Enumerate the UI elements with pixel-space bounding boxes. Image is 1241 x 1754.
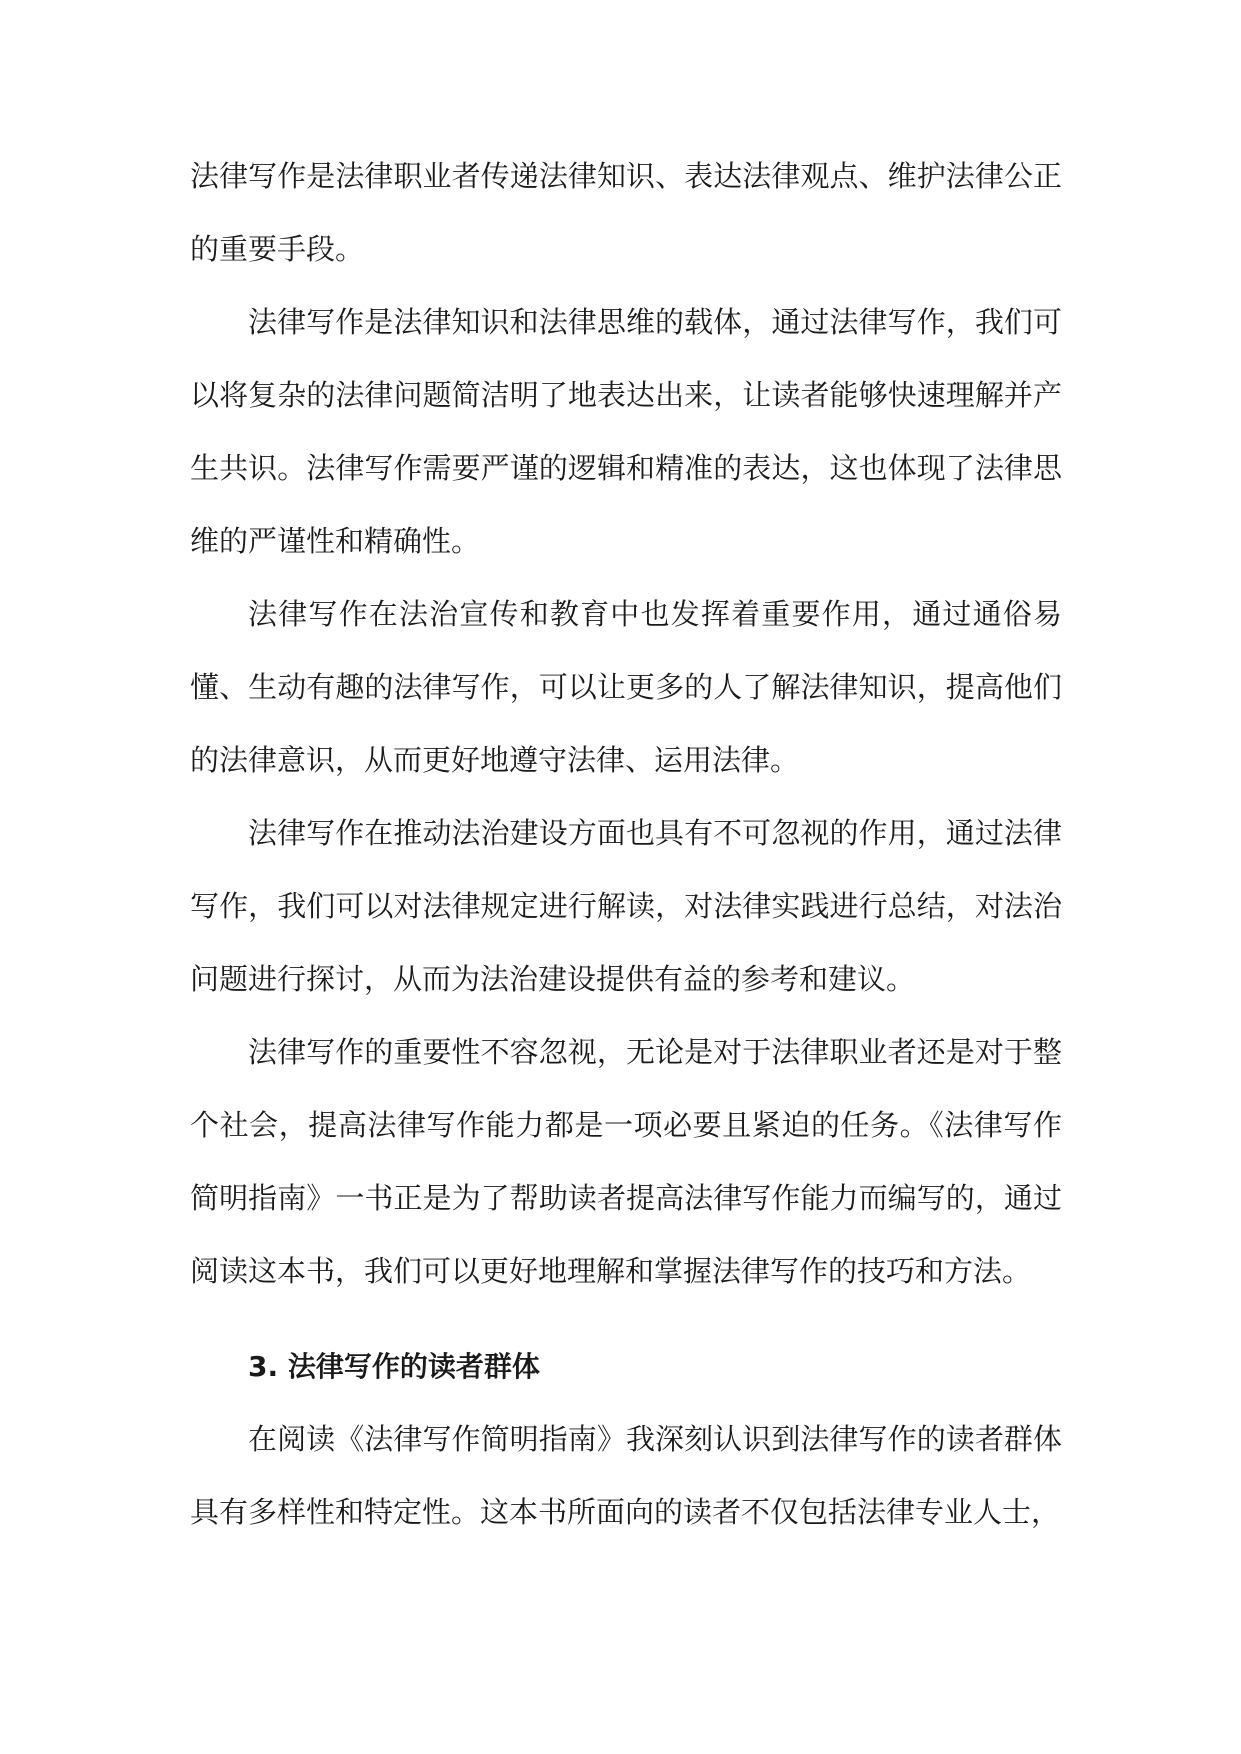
paragraph-3: 法律写作在法治宣传和教育中也发挥着重要作用，通过通俗易懂、生动有趣的法律写作，可以让更多的人了解法律知识，提高他们的法律意识，从而更好地遵守法律、运用法律。 <box>190 597 1062 777</box>
paragraph-4: 法律写作在推动法治建设方面也具有不可忽视的作用，通过法律写作，我们可以对法律规定进行解读，对法律实践进行总结，对法治问题进行探讨，从而为法治建设提供有益的参考和建议。 <box>190 816 1062 996</box>
paragraph-6: 在阅读《法律写作简明指南》我深刻认识到法律写作的读者群体具有多样性和特定性。这本书所面向的读者不仅包括法律专业人士， <box>190 1422 1062 1529</box>
paragraph-1: 法律写作是法律职业者传递法律知识、表达法律观点、维护法律公正的重要手段。 <box>190 159 1062 266</box>
paragraph-2: 法律写作是法律知识和法律思维的载体，通过法律写作，我们可以将复杂的法律问题简洁明了地表达出来，让读者能够快速理解并产生共识。法律写作需要严谨的逻辑和精准的表达，这也体现了法律思维的严谨性和精确性。 <box>190 305 1062 558</box>
document-body <box>190 140 1062 1549</box>
paragraph-5: 法律写作的重要性不容忽视，无论是对于法律职业者还是对于整个社会，提高法律写作能力都是一项必要且紧迫的任务。《法律写作简明指南》一书正是为了帮助读者提高法律写作能力而编写的，通过阅读这本书，我们可以更好地理解和掌握法律写作的技巧和方法。 <box>190 1035 1062 1288</box>
section-heading: 3. 法律写作的读者群体 <box>248 1350 540 1383</box>
